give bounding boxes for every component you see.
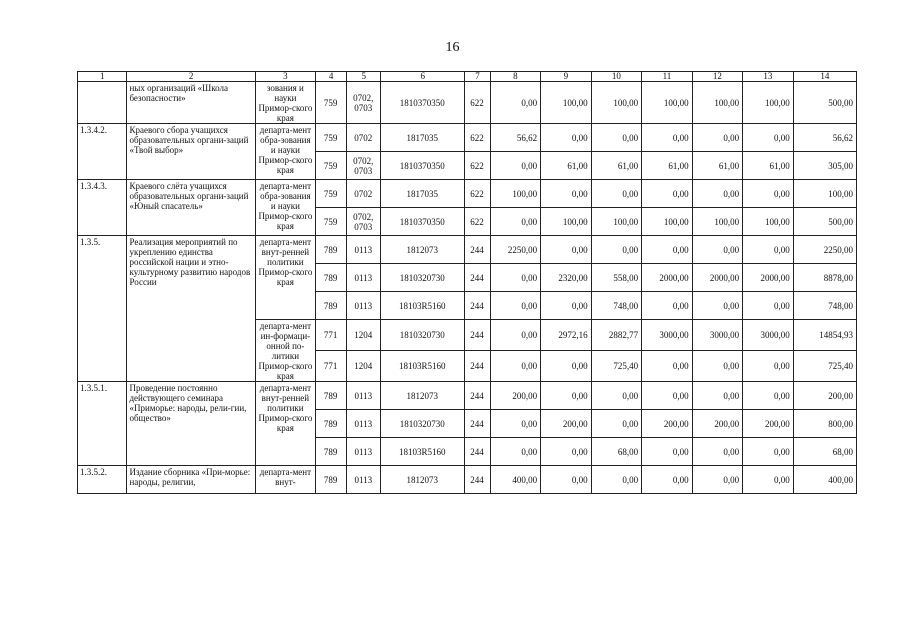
table-cell: 2000,00: [642, 264, 693, 292]
table-cell: 800,00: [793, 410, 856, 438]
column-header: 13: [743, 72, 794, 82]
table-cell: 0,00: [591, 466, 642, 494]
table-cell: 0,00: [591, 124, 642, 152]
table-cell: 0,00: [692, 351, 743, 382]
table-cell: 759: [315, 82, 347, 124]
table-cell: 1812073: [381, 236, 465, 264]
table-cell: 0,00: [642, 236, 693, 264]
table-cell: 0113: [347, 466, 381, 494]
table-cell: 2250,00: [490, 236, 541, 264]
table-cell: 0,00: [692, 466, 743, 494]
table-cell: 2320,00: [541, 264, 592, 292]
executor-name: департа-мент внут-ренней политики Примор-ского края: [255, 236, 315, 320]
table-cell: 56,62: [490, 124, 541, 152]
table-cell: 244: [465, 320, 490, 351]
table-cell: 0,00: [692, 236, 743, 264]
table-cell: 0,00: [541, 438, 592, 466]
table-cell: 725,40: [793, 351, 856, 382]
table-cell: 0,00: [642, 124, 693, 152]
table-cell: 0,00: [692, 180, 743, 208]
column-header: 11: [642, 72, 693, 82]
measure-name: Реализация мероприятий по укреплению единства российской нации и этно-культурному развитию народов России: [127, 236, 255, 382]
table-cell: 244: [465, 264, 490, 292]
table-cell: 1810370350: [381, 208, 465, 236]
measure-code: 1.3.4.3.: [78, 180, 127, 236]
table-cell: 622: [465, 152, 490, 180]
table-cell: 2250,00: [793, 236, 856, 264]
table-cell: 0,00: [541, 236, 592, 264]
table-cell: 0702, 0703: [347, 208, 381, 236]
table-cell: 1204: [347, 320, 381, 351]
table-cell: 0,00: [642, 438, 693, 466]
table-cell: 18103R5160: [381, 438, 465, 466]
table-cell: 0,00: [743, 382, 794, 410]
table-cell: 14854,93: [793, 320, 856, 351]
executor-name: департа-мент ин-формаци-онной по-литики Примор-ского края: [255, 320, 315, 382]
column-header: 4: [315, 72, 347, 82]
table-cell: 200,00: [642, 410, 693, 438]
table-cell: 100,00: [490, 180, 541, 208]
table-cell: 0,00: [541, 180, 592, 208]
measure-name: ных организаций «Школа безопасности»: [127, 82, 255, 124]
column-header: 10: [591, 72, 642, 82]
table-cell: 61,00: [541, 152, 592, 180]
column-header: 14: [793, 72, 856, 82]
table-cell: 0,00: [490, 438, 541, 466]
table-cell: 0,00: [743, 351, 794, 382]
table-row: [78, 382, 857, 410]
column-header: 1: [78, 72, 127, 82]
table-cell: 0,00: [642, 466, 693, 494]
table-row: [78, 82, 857, 124]
table-cell: 2972,16: [541, 320, 592, 351]
table-cell: 771: [315, 351, 347, 382]
table-cell: 0,00: [591, 236, 642, 264]
table-cell: 61,00: [743, 152, 794, 180]
table-cell: 789: [315, 410, 347, 438]
table-cell: 244: [465, 236, 490, 264]
table-cell: 244: [465, 410, 490, 438]
table-cell: 100,00: [541, 82, 592, 124]
executor-name: департа-мент обра-зования и науки Примор-ского края: [255, 124, 315, 180]
column-header: 5: [347, 72, 381, 82]
table-cell: 789: [315, 264, 347, 292]
table-cell: 1810320730: [381, 264, 465, 292]
executor-name: департа-мент внут-: [255, 466, 315, 494]
table-cell: 0113: [347, 292, 381, 320]
table-cell: 244: [465, 438, 490, 466]
table-cell: 759: [315, 208, 347, 236]
table-cell: 1812073: [381, 382, 465, 410]
table-cell: 0113: [347, 382, 381, 410]
table-cell: 61,00: [591, 152, 642, 180]
table-cell: 0,00: [490, 351, 541, 382]
column-header: 2: [127, 72, 255, 82]
table-cell: 1204: [347, 351, 381, 382]
table-row: [78, 466, 857, 494]
table-cell: 244: [465, 351, 490, 382]
table-cell: 3000,00: [642, 320, 693, 351]
table-cell: 200,00: [490, 382, 541, 410]
table-cell: 0,00: [743, 292, 794, 320]
table-cell: 0,00: [591, 410, 642, 438]
table-cell: 759: [315, 152, 347, 180]
table-cell: 500,00: [793, 208, 856, 236]
table-cell: 18103R5160: [381, 292, 465, 320]
table-cell: 200,00: [793, 382, 856, 410]
table-cell: 622: [465, 124, 490, 152]
table-cell: 0113: [347, 236, 381, 264]
column-header: 7: [465, 72, 490, 82]
table-cell: 0,00: [541, 351, 592, 382]
table-cell: 0,00: [591, 180, 642, 208]
table-cell: 100,00: [642, 208, 693, 236]
table-cell: 0,00: [692, 438, 743, 466]
measure-code: 1.3.5.2.: [78, 466, 127, 494]
executor-name: департа-мент обра-зования и науки Примор-ского края: [255, 180, 315, 236]
table-cell: 0702: [347, 180, 381, 208]
measure-name: Краевого слёта учащихся образовательных органи-заций «Юный спасатель»: [127, 180, 255, 236]
table-cell: 0,00: [591, 382, 642, 410]
table-body: [78, 82, 857, 494]
table-cell: 0,00: [490, 82, 541, 124]
table-cell: 1810320730: [381, 410, 465, 438]
table-cell: 0,00: [743, 180, 794, 208]
table-cell: 789: [315, 292, 347, 320]
table-cell: 0,00: [490, 410, 541, 438]
table-cell: 0,00: [490, 208, 541, 236]
table-cell: 305,00: [793, 152, 856, 180]
measure-code: 1.3.4.2.: [78, 124, 127, 180]
table-cell: 100,00: [591, 82, 642, 124]
table-cell: 200,00: [743, 410, 794, 438]
table-cell: 1810370350: [381, 82, 465, 124]
table-cell: 2000,00: [692, 264, 743, 292]
table-cell: 622: [465, 180, 490, 208]
table-cell: 725,40: [591, 351, 642, 382]
measure-code: 1.3.5.: [78, 236, 127, 382]
table-cell: 68,00: [591, 438, 642, 466]
table-cell: 3000,00: [743, 320, 794, 351]
table-cell: 0,00: [490, 292, 541, 320]
table-cell: 244: [465, 466, 490, 494]
table-cell: 0,00: [541, 292, 592, 320]
table-cell: 0,00: [642, 292, 693, 320]
budget-table: [77, 71, 857, 494]
table-cell: 100,00: [793, 180, 856, 208]
measure-name: Издание сборника «При-морье: народы, религии,: [127, 466, 255, 494]
column-header: 9: [541, 72, 592, 82]
table-cell: 789: [315, 438, 347, 466]
table-cell: 3000,00: [692, 320, 743, 351]
table-cell: 100,00: [541, 208, 592, 236]
measure-name: Краевого сбора учащихся образовательных органи-заций «Твой выбор»: [127, 124, 255, 180]
table-row: [78, 236, 857, 264]
table-cell: 400,00: [490, 466, 541, 494]
table-cell: 0,00: [743, 236, 794, 264]
table-cell: 0,00: [490, 152, 541, 180]
table-cell: 759: [315, 180, 347, 208]
table-cell: 1812073: [381, 466, 465, 494]
table-cell: 61,00: [692, 152, 743, 180]
table-cell: 0702, 0703: [347, 82, 381, 124]
table-cell: 100,00: [591, 208, 642, 236]
table-cell: 0,00: [490, 264, 541, 292]
table-cell: 0,00: [541, 382, 592, 410]
column-header: 6: [381, 72, 465, 82]
table-row: [78, 124, 857, 152]
measure-code: [78, 82, 127, 124]
table-cell: 0702: [347, 124, 381, 152]
table-cell: 0,00: [692, 124, 743, 152]
table-row: [78, 180, 857, 208]
table-cell: 0,00: [642, 180, 693, 208]
table-cell: 500,00: [793, 82, 856, 124]
table-cell: 0,00: [743, 438, 794, 466]
table-cell: 0,00: [692, 382, 743, 410]
table-cell: 1810320730: [381, 320, 465, 351]
table-cell: 56,62: [793, 124, 856, 152]
table-cell: 100,00: [743, 208, 794, 236]
table-cell: 0113: [347, 410, 381, 438]
table-cell: 0,00: [490, 320, 541, 351]
table-cell: 8878,00: [793, 264, 856, 292]
table-cell: 789: [315, 236, 347, 264]
table-cell: 2000,00: [743, 264, 794, 292]
table-cell: 789: [315, 382, 347, 410]
table-cell: 0,00: [642, 351, 693, 382]
measure-code: 1.3.5.1.: [78, 382, 127, 466]
table-cell: 0,00: [642, 382, 693, 410]
table-cell: 789: [315, 466, 347, 494]
table-cell: 771: [315, 320, 347, 351]
table-cell: 1817035: [381, 180, 465, 208]
column-header: 12: [692, 72, 743, 82]
table-cell: 0113: [347, 438, 381, 466]
table-cell: 2882,77: [591, 320, 642, 351]
table-cell: 622: [465, 82, 490, 124]
table-cell: 0,00: [541, 466, 592, 494]
table-cell: 18103R5160: [381, 351, 465, 382]
table-header-row: [78, 72, 857, 82]
table-cell: 0,00: [743, 466, 794, 494]
table-cell: 748,00: [591, 292, 642, 320]
table-cell: 1810370350: [381, 152, 465, 180]
table-cell: 0,00: [743, 124, 794, 152]
executor-name: зования и науки Примор-ского края: [255, 82, 315, 124]
table-cell: 0,00: [541, 124, 592, 152]
table-cell: 0,00: [692, 292, 743, 320]
measure-name: Проведение постоянно действующего семинара «Приморье: народы, рели-гии, общество»: [127, 382, 255, 466]
column-header: 3: [255, 72, 315, 82]
table-cell: 0113: [347, 264, 381, 292]
table-cell: 558,00: [591, 264, 642, 292]
table-cell: 100,00: [692, 82, 743, 124]
table-cell: 759: [315, 124, 347, 152]
executor-name: департа-мент внут-ренней политики Примор-ского края: [255, 382, 315, 466]
table-cell: 748,00: [793, 292, 856, 320]
table-cell: 400,00: [793, 466, 856, 494]
table-cell: 100,00: [642, 82, 693, 124]
table-cell: 622: [465, 208, 490, 236]
table-cell: 100,00: [743, 82, 794, 124]
table-cell: 68,00: [793, 438, 856, 466]
table-cell: 61,00: [642, 152, 693, 180]
table-cell: 0702, 0703: [347, 152, 381, 180]
table-cell: 100,00: [692, 208, 743, 236]
table-cell: 1817035: [381, 124, 465, 152]
table-cell: 244: [465, 382, 490, 410]
table-cell: 200,00: [541, 410, 592, 438]
page-number: 16: [445, 40, 460, 55]
column-header: 8: [490, 72, 541, 82]
table-cell: 200,00: [692, 410, 743, 438]
table-cell: 244: [465, 292, 490, 320]
